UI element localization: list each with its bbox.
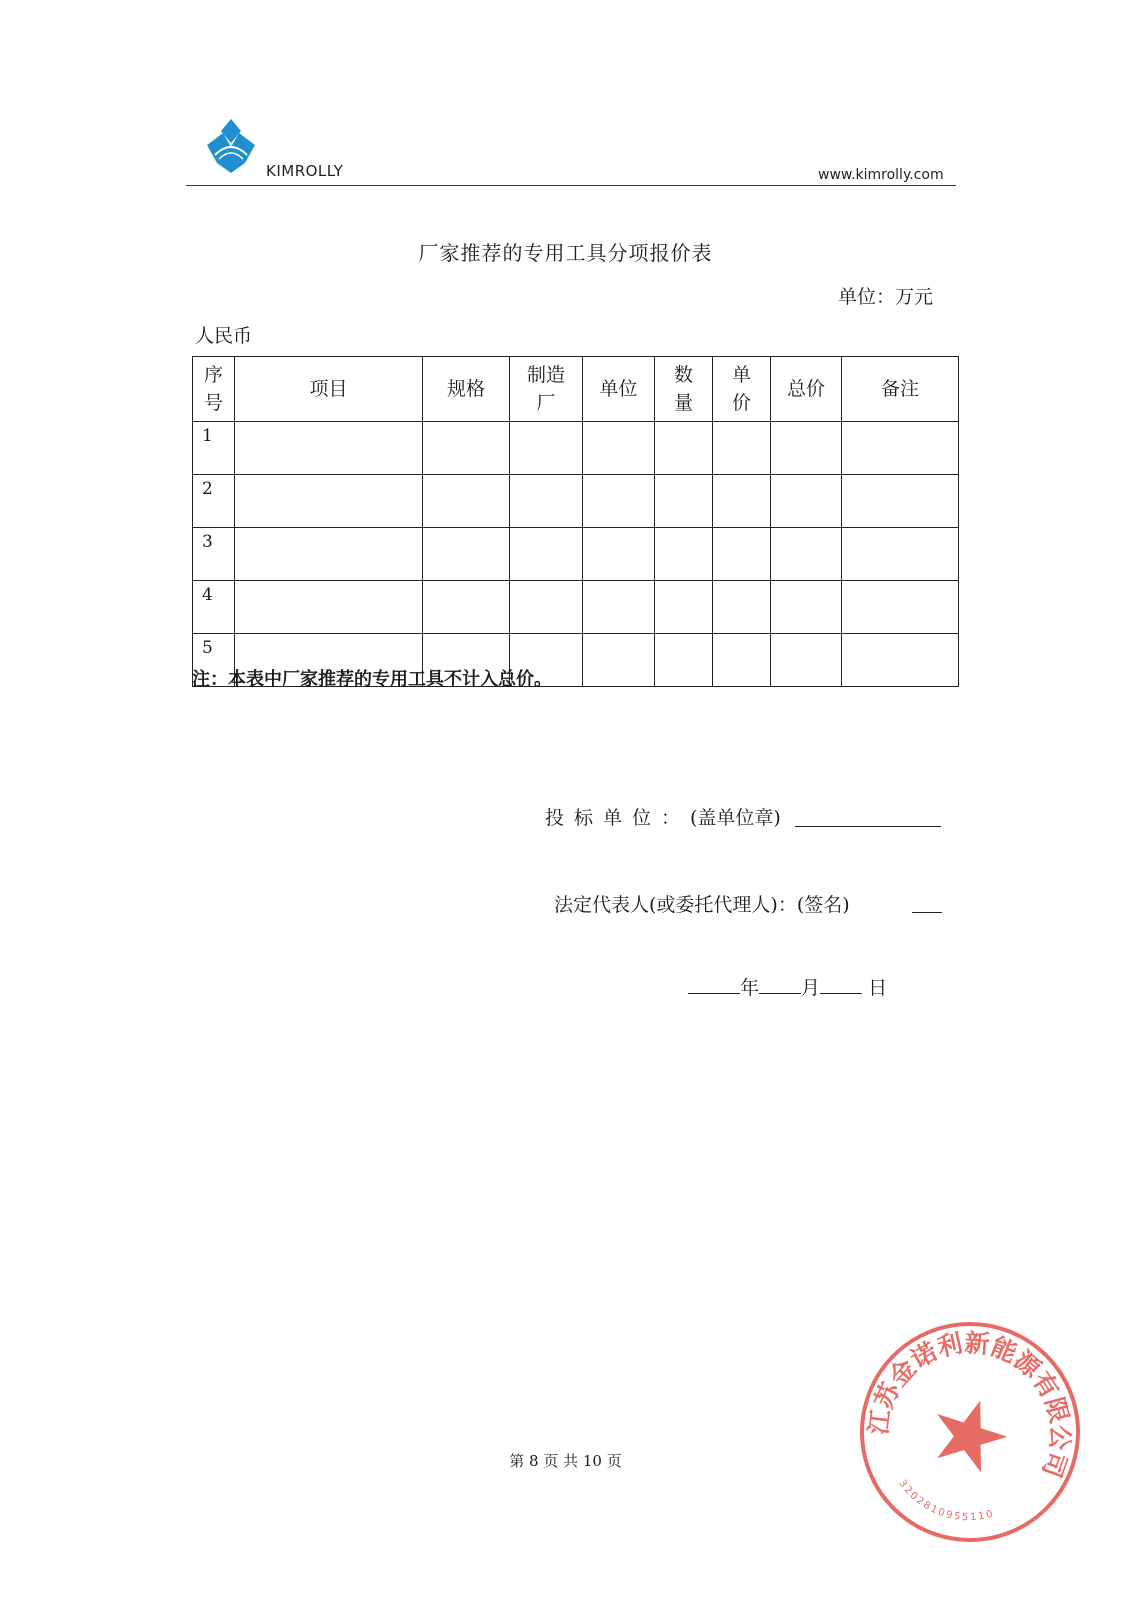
table-cell [583, 422, 655, 475]
company-seal-icon [855, 1317, 1085, 1547]
table-cell [842, 634, 959, 687]
table-header-row [193, 357, 959, 422]
table-cell [423, 528, 510, 581]
table-cell [713, 581, 771, 634]
table-cell [655, 422, 713, 475]
table-cell [583, 528, 655, 581]
table-note: 注：本表中厂家推荐的专用工具不计入总价。 [192, 669, 552, 690]
website-url: www.kimrolly.com [818, 167, 944, 183]
table-cell [423, 475, 510, 528]
table-cell [655, 475, 713, 528]
quote-table [192, 356, 959, 687]
date-day-label: 日 [868, 977, 888, 999]
kimrolly-logo-icon [205, 115, 257, 175]
table-cell [510, 528, 583, 581]
month-blank [759, 975, 801, 994]
table-row [193, 422, 959, 475]
header-divider [186, 185, 956, 186]
table-cell [713, 528, 771, 581]
table-cell [423, 422, 510, 475]
header-cell-no: 序号 [193, 357, 235, 422]
row-number: 1 [193, 422, 235, 475]
date-row [688, 973, 887, 1000]
table-cell [423, 581, 510, 634]
day-blank [820, 975, 862, 994]
bidder-label: 投标单位： [545, 807, 691, 829]
table-cell [583, 634, 655, 687]
table-cell [713, 422, 771, 475]
table-cell [713, 475, 771, 528]
table-cell [235, 528, 423, 581]
header-cell-manufacturer: 制造厂 [510, 357, 583, 422]
table-row [193, 475, 959, 528]
table-row [193, 528, 959, 581]
currency-label: 人民币 [195, 325, 253, 347]
table-cell [842, 528, 959, 581]
table-cell [235, 422, 423, 475]
table-cell [583, 475, 655, 528]
table-cell [583, 581, 655, 634]
page-number: 第 8 页 共 10 页 [509, 1452, 622, 1470]
row-number: 3 [193, 528, 235, 581]
table-cell [655, 528, 713, 581]
table-cell [771, 475, 842, 528]
table-cell [771, 422, 842, 475]
table-cell [713, 634, 771, 687]
brand-name: KIMROLLY [266, 162, 344, 180]
table-cell [771, 634, 842, 687]
table-cell [510, 475, 583, 528]
table-cell [235, 475, 423, 528]
row-number: 2 [193, 475, 235, 528]
legal-rep-signature-line [912, 912, 942, 913]
header-cell-unit-price: 单价 [713, 357, 771, 422]
svg-text:3202810955110: 3202810955110 [896, 1478, 996, 1524]
table-cell [842, 475, 959, 528]
table-cell [771, 581, 842, 634]
header-cell-remark: 备注 [842, 357, 959, 422]
svg-text:江苏金诺利新能源有限公司: 江苏金诺利新能源有限公司 [863, 1328, 1075, 1482]
header-cell-quantity: 数量 [655, 357, 713, 422]
document-title: 厂家推荐的专用工具分项报价表 [418, 241, 713, 265]
date-year-label: 年 [740, 977, 760, 999]
legal-rep-label: 法定代表人(或委托代理人)：(签名) [554, 894, 850, 916]
unit-label: 单位：万元 [838, 286, 934, 308]
table-row [193, 581, 959, 634]
table-cell [771, 528, 842, 581]
bidder-line [545, 803, 781, 830]
year-blank [688, 975, 740, 994]
row-number: 5 [193, 634, 235, 687]
table-cell [510, 581, 583, 634]
header-cell-spec: 规格 [423, 357, 510, 422]
bidder-signature-line [795, 826, 941, 827]
table-cell [510, 422, 583, 475]
table-cell [842, 422, 959, 475]
table-cell [842, 581, 959, 634]
date-month-label: 月 [801, 977, 821, 999]
row-number: 4 [193, 581, 235, 634]
table-cell [655, 581, 713, 634]
table-cell [655, 634, 713, 687]
header-cell-unit: 单位 [583, 357, 655, 422]
header-cell-item: 项目 [235, 357, 423, 422]
bidder-stamp-hint: (盖单位章) [690, 807, 781, 829]
table-cell [235, 581, 423, 634]
header-cell-total-price: 总价 [771, 357, 842, 422]
